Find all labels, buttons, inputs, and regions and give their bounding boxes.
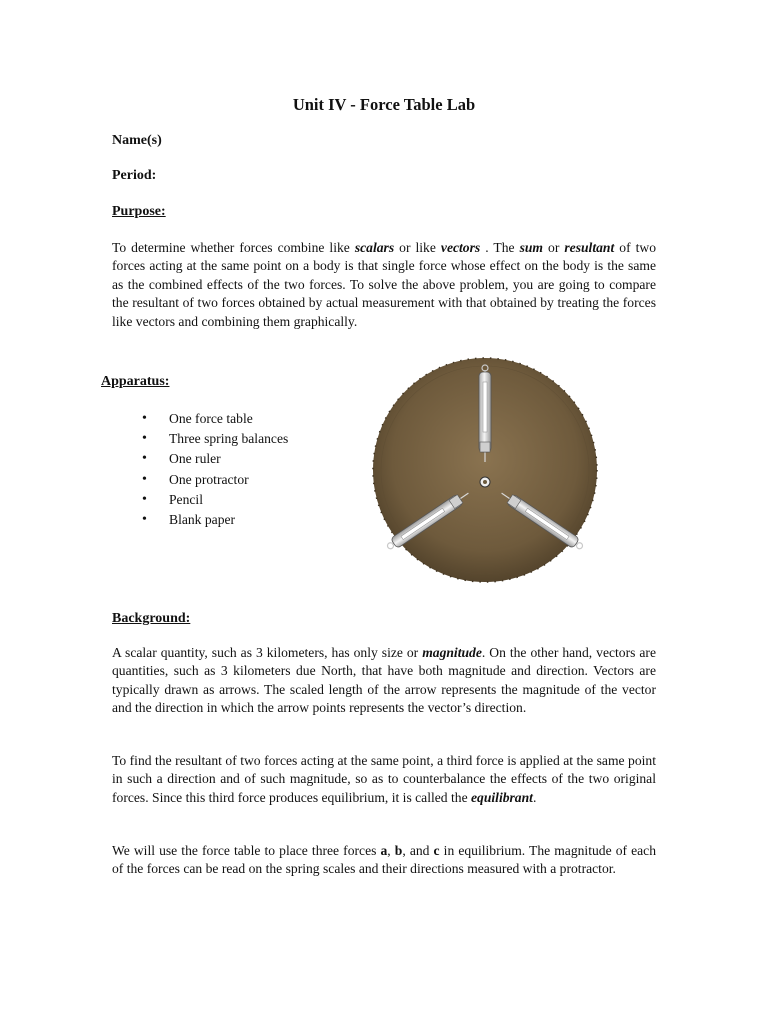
force-table-photo — [370, 355, 600, 585]
force-b: b — [394, 843, 403, 858]
keyword-sum: sum — [519, 240, 543, 255]
apparatus-list — [140, 409, 288, 530]
list-item: • One ruler — [140, 449, 288, 469]
background-paragraph-3: We will use the force table to place three forces a, b, and c in equilibrium. The magnitude of each of the forces can be read on the spring scales and their directions measured with a protractor. — [112, 843, 657, 877]
force-a: a — [380, 843, 388, 858]
purpose-heading: Purpose: — [112, 204, 166, 219]
background-paragraph-2: To find the resultant of two forces acting at the same point, a third force is applied at the same point in such a direction and of such magnitude, so as to counterbalance the effects of the two original forces. Since this third force produces equilibrium, it is called the equilibrant. — [112, 753, 656, 805]
period-label: Period: — [112, 168, 157, 183]
keyword-vectors: vectors — [440, 240, 481, 255]
background-heading: Background: — [112, 611, 191, 626]
force-c: c — [433, 843, 440, 858]
keyword-resultant: resultant — [564, 240, 615, 255]
list-item: • Three spring balances — [140, 429, 288, 449]
list-item: • One force table — [140, 409, 288, 429]
keyword-equilibrant: equilibrant — [471, 789, 533, 805]
list-item: • Pencil — [140, 490, 288, 510]
name-label: Name(s) — [112, 133, 162, 148]
apparatus-heading: Apparatus: — [101, 374, 170, 389]
keyword-scalars: scalars — [354, 240, 395, 255]
purpose-paragraph: To determine whether forces combine like scalars or like vectors . The sum or resultant of two forces acting at the same point on a body is that single force whose effect on the body is the same as the combined effects of the two forces. To solve the above problem, you are going to compare the resultant of two forces obtained by actual measurement with that obtained by treating the forces like vectors and combining them graphically. — [112, 240, 657, 329]
background-paragraph-1: A scalar quantity, such as 3 kilometers, has only size or magnitude. On the other hand, vectors are quantities, such as 3 kilometers due North, that have both magnitude and direction. Vectors are typically drawn as arrows. The scaled length of the arrow represents the magnitude of the vector and the direction in which the arrow points represents the vector’s direction. — [112, 645, 656, 716]
list-item: • One protractor — [140, 470, 288, 490]
keyword-magnitude: magnitude — [422, 645, 482, 660]
page-title: Unit IV - Force Table Lab — [292, 95, 476, 114]
list-item: • Blank paper — [140, 510, 288, 530]
